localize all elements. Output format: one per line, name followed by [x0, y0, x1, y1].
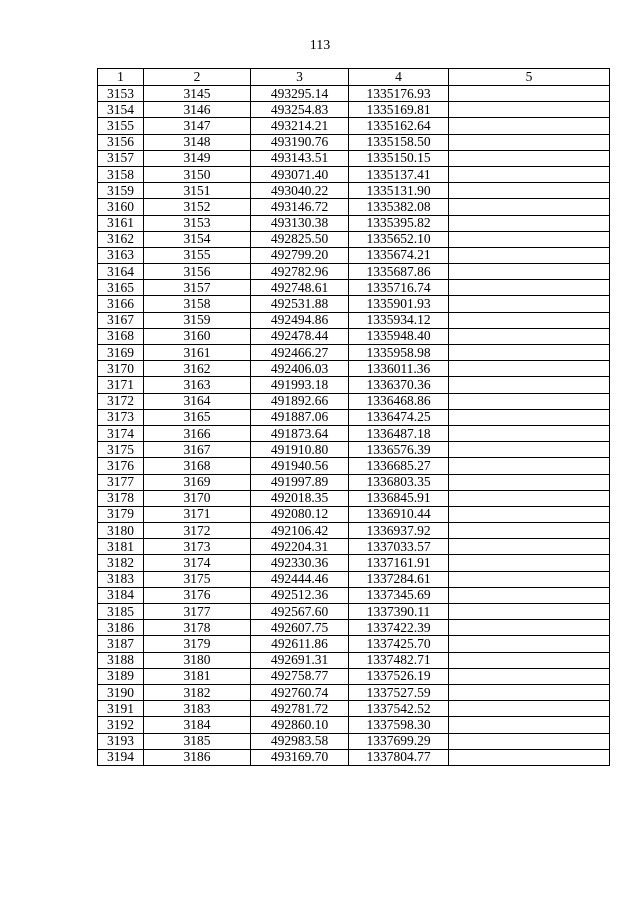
table-row — [98, 296, 610, 312]
table-cell — [449, 652, 610, 668]
table-cell: 1337425.70 — [349, 636, 449, 652]
table-cell: 493190.76 — [251, 134, 349, 150]
table-cell: 3148 — [144, 134, 251, 150]
table-cell: 492782.96 — [251, 264, 349, 280]
table-cell: 3180 — [144, 652, 251, 668]
table-cell: 1337542.52 — [349, 701, 449, 717]
table-cell: 3166 — [144, 425, 251, 441]
table-cell: 3179 — [144, 636, 251, 652]
table-cell — [449, 425, 610, 441]
table-cell: 491892.66 — [251, 393, 349, 409]
table-cell: 3192 — [98, 717, 144, 733]
table-cell: 3179 — [98, 506, 144, 522]
table-cell: 1335716.74 — [349, 280, 449, 296]
table-cell: 492204.31 — [251, 539, 349, 555]
table-row — [98, 458, 610, 474]
table-cell: 1337482.71 — [349, 652, 449, 668]
column-header: 1 — [98, 69, 144, 86]
table-cell: 492760.74 — [251, 684, 349, 700]
table-cell: 3159 — [144, 312, 251, 328]
table-row — [98, 393, 610, 409]
table-cell — [449, 749, 610, 765]
table-cell — [449, 733, 610, 749]
coordinates-table — [97, 68, 610, 766]
table-cell: 492748.61 — [251, 280, 349, 296]
table-row — [98, 733, 610, 749]
table-cell: 3163 — [144, 377, 251, 393]
table-cell: 3184 — [144, 717, 251, 733]
table-cell: 493214.21 — [251, 118, 349, 134]
column-header: 5 — [449, 69, 610, 86]
table-cell — [449, 442, 610, 458]
table-cell: 3175 — [144, 571, 251, 587]
table-cell: 3151 — [144, 183, 251, 199]
table-cell: 3180 — [98, 523, 144, 539]
table-cell: 3181 — [98, 539, 144, 555]
table-cell — [449, 280, 610, 296]
table-cell — [449, 312, 610, 328]
table-cell: 493143.51 — [251, 150, 349, 166]
table-cell — [449, 361, 610, 377]
table-cell: 3152 — [144, 199, 251, 215]
table-cell: 492983.58 — [251, 733, 349, 749]
table-row — [98, 636, 610, 652]
table-cell: 3184 — [98, 587, 144, 603]
table-row — [98, 587, 610, 603]
table-cell: 3149 — [144, 150, 251, 166]
table-cell: 1335176.93 — [349, 86, 449, 102]
table-cell: 3185 — [144, 733, 251, 749]
table-cell: 3191 — [98, 701, 144, 717]
table-cell — [449, 393, 610, 409]
table-cell: 492860.10 — [251, 717, 349, 733]
table-cell: 493130.38 — [251, 215, 349, 231]
table-cell: 1335382.08 — [349, 199, 449, 215]
table-cell: 1335131.90 — [349, 183, 449, 199]
table-cell: 3157 — [98, 150, 144, 166]
table-row — [98, 523, 610, 539]
table-cell: 492691.31 — [251, 652, 349, 668]
table-cell: 493071.40 — [251, 166, 349, 182]
table-cell: 492330.36 — [251, 555, 349, 571]
table-cell: 1335395.82 — [349, 215, 449, 231]
table-cell — [449, 555, 610, 571]
table-cell — [449, 684, 610, 700]
table-cell: 493169.70 — [251, 749, 349, 765]
table-row — [98, 620, 610, 636]
table-cell: 3174 — [144, 555, 251, 571]
table-row — [98, 361, 610, 377]
table-cell: 3187 — [98, 636, 144, 652]
table-cell: 3162 — [144, 361, 251, 377]
table-cell: 1335162.64 — [349, 118, 449, 134]
table-cell: 3189 — [98, 668, 144, 684]
table-cell: 492018.35 — [251, 490, 349, 506]
table-cell: 3181 — [144, 668, 251, 684]
table-row — [98, 118, 610, 134]
table-cell: 491993.18 — [251, 377, 349, 393]
column-header: 4 — [349, 69, 449, 86]
table-cell: 491940.56 — [251, 458, 349, 474]
table-cell: 491887.06 — [251, 409, 349, 425]
table-cell: 493254.83 — [251, 102, 349, 118]
table-cell — [449, 345, 610, 361]
table-cell: 492444.46 — [251, 571, 349, 587]
table-cell: 3156 — [144, 264, 251, 280]
table-cell — [449, 231, 610, 247]
table-cell: 3186 — [144, 749, 251, 765]
table-row — [98, 247, 610, 263]
table-cell — [449, 377, 610, 393]
table-cell: 492466.27 — [251, 345, 349, 361]
table-cell: 1337422.39 — [349, 620, 449, 636]
table-cell: 3165 — [98, 280, 144, 296]
table-row — [98, 264, 610, 280]
table-cell: 3158 — [98, 166, 144, 182]
table-row — [98, 166, 610, 182]
table-cell: 3150 — [144, 166, 251, 182]
table-cell: 493295.14 — [251, 86, 349, 102]
table-row — [98, 215, 610, 231]
table-cell: 3147 — [144, 118, 251, 134]
table-row — [98, 555, 610, 571]
table-cell: 1335901.93 — [349, 296, 449, 312]
table-cell: 1336474.25 — [349, 409, 449, 425]
table-row — [98, 506, 610, 522]
table-row — [98, 345, 610, 361]
table-cell: 3175 — [98, 442, 144, 458]
table-cell: 491873.64 — [251, 425, 349, 441]
table-cell: 3162 — [98, 231, 144, 247]
table-cell: 3155 — [98, 118, 144, 134]
table-row — [98, 490, 610, 506]
table-row — [98, 474, 610, 490]
table-cell: 3182 — [98, 555, 144, 571]
table-cell: 3172 — [144, 523, 251, 539]
table-cell — [449, 620, 610, 636]
table-cell — [449, 247, 610, 263]
table-cell: 1335674.21 — [349, 247, 449, 263]
table-cell: 3177 — [98, 474, 144, 490]
table-cell: 3182 — [144, 684, 251, 700]
table-cell — [449, 717, 610, 733]
table-cell: 3153 — [144, 215, 251, 231]
table-cell — [449, 668, 610, 684]
table-row — [98, 652, 610, 668]
page-number: 113 — [309, 38, 331, 53]
table-cell: 1335948.40 — [349, 328, 449, 344]
table-cell: 1337699.29 — [349, 733, 449, 749]
table-cell — [449, 539, 610, 555]
table-body — [98, 86, 610, 766]
table-cell: 3166 — [98, 296, 144, 312]
table-header-row — [98, 69, 610, 86]
table-cell: 1335958.98 — [349, 345, 449, 361]
table-cell — [449, 166, 610, 182]
table-row — [98, 571, 610, 587]
table-cell: 3172 — [98, 393, 144, 409]
table-cell: 492781.72 — [251, 701, 349, 717]
table-cell — [449, 296, 610, 312]
table-cell: 492406.03 — [251, 361, 349, 377]
table-cell: 1336910.44 — [349, 506, 449, 522]
table-cell — [449, 523, 610, 539]
table-cell: 3164 — [98, 264, 144, 280]
table-row — [98, 199, 610, 215]
table-cell: 3170 — [144, 490, 251, 506]
table-row — [98, 701, 610, 717]
table-cell: 1336845.91 — [349, 490, 449, 506]
table-cell: 1335934.12 — [349, 312, 449, 328]
table-row — [98, 150, 610, 166]
table-cell: 3161 — [144, 345, 251, 361]
table-cell: 493040.22 — [251, 183, 349, 199]
table-row — [98, 328, 610, 344]
table-cell — [449, 86, 610, 102]
table-cell: 3183 — [98, 571, 144, 587]
table-cell: 491910.80 — [251, 442, 349, 458]
table-cell: 3168 — [98, 328, 144, 344]
table-cell: 492494.86 — [251, 312, 349, 328]
table-cell: 3164 — [144, 393, 251, 409]
table-cell: 3153 — [98, 86, 144, 102]
table-row — [98, 539, 610, 555]
table-row — [98, 134, 610, 150]
table-cell: 3183 — [144, 701, 251, 717]
table-cell: 1335150.15 — [349, 150, 449, 166]
table-cell: 1336487.18 — [349, 425, 449, 441]
table-cell: 1337161.91 — [349, 555, 449, 571]
table-cell: 1337527.59 — [349, 684, 449, 700]
table-row — [98, 183, 610, 199]
table-cell: 1337598.30 — [349, 717, 449, 733]
table-cell: 492825.50 — [251, 231, 349, 247]
table-cell: 1336011.36 — [349, 361, 449, 377]
table-cell: 3154 — [98, 102, 144, 118]
table-cell: 3170 — [98, 361, 144, 377]
table-row — [98, 425, 610, 441]
table-row — [98, 312, 610, 328]
table-cell: 492758.77 — [251, 668, 349, 684]
table-cell: 3169 — [144, 474, 251, 490]
table-cell: 1337390.11 — [349, 604, 449, 620]
table-cell: 3186 — [98, 620, 144, 636]
table-cell — [449, 215, 610, 231]
table-cell: 3194 — [98, 749, 144, 765]
table-cell: 492478.44 — [251, 328, 349, 344]
table-cell: 1337033.57 — [349, 539, 449, 555]
table-cell — [449, 134, 610, 150]
table-row — [98, 231, 610, 247]
table-row — [98, 749, 610, 765]
table-cell: 1336468.86 — [349, 393, 449, 409]
table-cell — [449, 183, 610, 199]
table-cell — [449, 264, 610, 280]
table-cell — [449, 474, 610, 490]
table-cell: 492607.75 — [251, 620, 349, 636]
table-cell: 1336370.36 — [349, 377, 449, 393]
table-row — [98, 86, 610, 102]
table-cell: 1336685.27 — [349, 458, 449, 474]
table-row — [98, 604, 610, 620]
table-cell: 3173 — [144, 539, 251, 555]
table-cell — [449, 587, 610, 603]
table-cell: 3159 — [98, 183, 144, 199]
table-cell: 3160 — [98, 199, 144, 215]
table-cell: 492611.86 — [251, 636, 349, 652]
column-header: 2 — [144, 69, 251, 86]
table-cell: 3157 — [144, 280, 251, 296]
table-cell: 1336937.92 — [349, 523, 449, 539]
table-cell: 492799.20 — [251, 247, 349, 263]
table-row — [98, 717, 610, 733]
table-cell: 492080.12 — [251, 506, 349, 522]
table-cell — [449, 199, 610, 215]
table-cell: 3156 — [98, 134, 144, 150]
table-cell: 3161 — [98, 215, 144, 231]
table-row — [98, 668, 610, 684]
table-cell: 3174 — [98, 425, 144, 441]
table-cell: 1337804.77 — [349, 749, 449, 765]
table-cell — [449, 636, 610, 652]
table-row — [98, 280, 610, 296]
table-cell: 3185 — [98, 604, 144, 620]
table-cell — [449, 490, 610, 506]
table-cell — [449, 506, 610, 522]
table-cell — [449, 409, 610, 425]
table-cell: 3168 — [144, 458, 251, 474]
table-cell: 3171 — [144, 506, 251, 522]
table-cell: 3190 — [98, 684, 144, 700]
table-cell: 3173 — [98, 409, 144, 425]
table-cell: 3145 — [144, 86, 251, 102]
table-cell — [449, 604, 610, 620]
table-row — [98, 102, 610, 118]
table-cell: 492512.36 — [251, 587, 349, 603]
table-cell — [449, 150, 610, 166]
table-cell: 3178 — [98, 490, 144, 506]
table-cell: 492106.42 — [251, 523, 349, 539]
table-cell — [449, 571, 610, 587]
table-cell: 3167 — [98, 312, 144, 328]
table-cell: 3188 — [98, 652, 144, 668]
table-cell — [449, 458, 610, 474]
table-cell: 3171 — [98, 377, 144, 393]
table-cell: 3193 — [98, 733, 144, 749]
table-cell: 3177 — [144, 604, 251, 620]
table-cell: 3163 — [98, 247, 144, 263]
table-cell: 3158 — [144, 296, 251, 312]
table-cell: 1335687.86 — [349, 264, 449, 280]
table-cell: 3160 — [144, 328, 251, 344]
table-cell — [449, 328, 610, 344]
table-cell: 1335137.41 — [349, 166, 449, 182]
table-row — [98, 377, 610, 393]
table-cell: 3169 — [98, 345, 144, 361]
table-cell: 1336576.39 — [349, 442, 449, 458]
table-cell: 3167 — [144, 442, 251, 458]
table-cell: 3176 — [98, 458, 144, 474]
table-cell: 3178 — [144, 620, 251, 636]
table-cell: 1335158.50 — [349, 134, 449, 150]
table-cell: 491997.89 — [251, 474, 349, 490]
table-cell — [449, 118, 610, 134]
table-cell: 493146.72 — [251, 199, 349, 215]
table-cell: 1337526.19 — [349, 668, 449, 684]
table-row — [98, 442, 610, 458]
table-row — [98, 409, 610, 425]
table-cell: 492531.88 — [251, 296, 349, 312]
table-cell: 3154 — [144, 231, 251, 247]
table-cell: 1335652.10 — [349, 231, 449, 247]
table-cell: 3146 — [144, 102, 251, 118]
table-cell: 3155 — [144, 247, 251, 263]
table-row — [98, 684, 610, 700]
table-cell: 1337284.61 — [349, 571, 449, 587]
table-cell — [449, 701, 610, 717]
table-cell: 3165 — [144, 409, 251, 425]
table-cell: 1337345.69 — [349, 587, 449, 603]
column-header: 3 — [251, 69, 349, 86]
table-cell: 3176 — [144, 587, 251, 603]
table-cell: 1336803.35 — [349, 474, 449, 490]
table-cell: 492567.60 — [251, 604, 349, 620]
table-cell — [449, 102, 610, 118]
table-cell: 1335169.81 — [349, 102, 449, 118]
